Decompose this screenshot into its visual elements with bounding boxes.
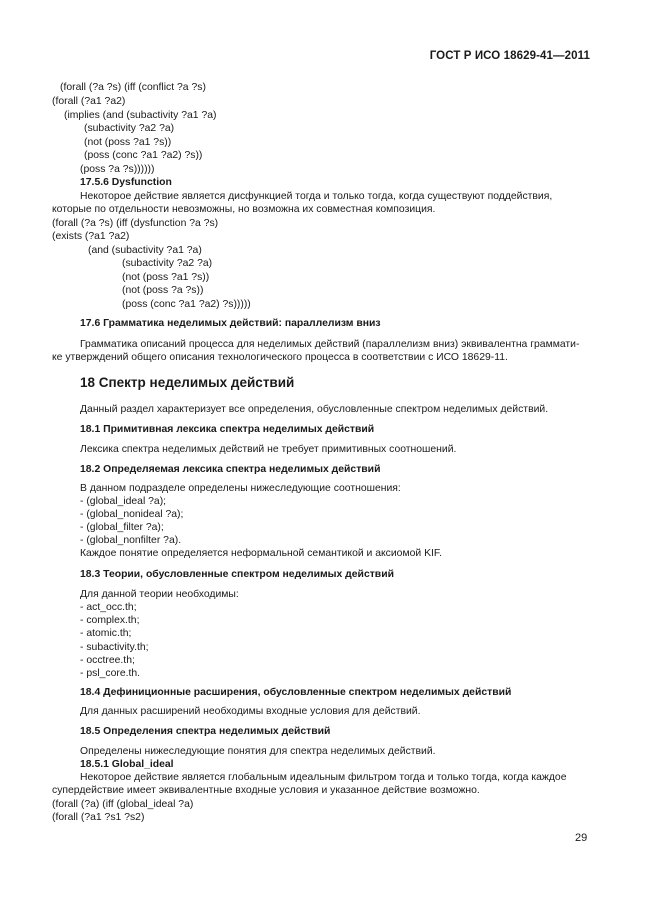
text-line: (not (poss ?a1 ?s)): [122, 272, 210, 283]
text-line: (implies (and (subactivity ?a1 ?a): [64, 110, 217, 121]
section-heading: 18.3 Теории, обусловленные спектром неделимых действий: [80, 569, 394, 580]
text-line: - psl_core.th.: [80, 668, 141, 679]
text-line: (poss ?a ?s)))))): [80, 164, 155, 175]
text-line: Некоторое действие является дисфункцией тогда и только тогда, когда существуют поддействия,: [80, 191, 553, 202]
text-line: Лексика спектра неделимых действий не требует примитивных соотношений.: [80, 444, 457, 455]
section-heading: 18.1 Примитивная лексика спектра неделимых действий: [80, 424, 375, 435]
text-line: - occtree.th;: [80, 655, 135, 666]
text-line: (forall (?a ?s) (iff (dysfunction ?a ?s): [52, 218, 219, 229]
text-line: (exists (?a1 ?a2): [52, 231, 130, 242]
text-line: которые по отдельности невозможны, но возможна их совместная композиция.: [52, 204, 436, 215]
text-line: (poss (conc ?a1 ?a2) ?s)): [84, 150, 203, 161]
text-line: (subactivity ?a2 ?a): [122, 258, 213, 269]
text-line: (not (poss ?a1 ?s)): [84, 137, 172, 148]
text-line: (and (subactivity ?a1 ?a): [88, 245, 202, 256]
text-line: (subactivity ?a2 ?a): [84, 123, 175, 134]
text-line: (forall (?a1 ?s1 ?s2): [52, 812, 145, 823]
page-number: 29: [575, 832, 588, 844]
text-line: Некоторое действие является глобальным идеальным фильтром тогда и только тогда, когда каждое: [80, 772, 567, 783]
text-line: - complex.th;: [80, 615, 140, 626]
text-line: - act_occ.th;: [80, 602, 137, 613]
section-heading: 18 Спектр неделимых действий: [80, 375, 295, 390]
text-line: (forall (?a1 ?a2): [52, 96, 126, 107]
text-line: Грамматика описаний процесса для неделимых действий (параллелизм вниз) эквивалентна граммати-: [80, 339, 580, 350]
text-line: - subactivity.th;: [80, 642, 149, 653]
text-line: - atomic.th;: [80, 628, 132, 639]
text-line: (forall (?a ?s) (iff (conflict ?a ?s): [60, 82, 206, 93]
standard-header: ГОСТ Р ИСО 18629-41—2011: [429, 50, 590, 62]
text-line: (poss (conc ?a1 ?a2) ?s))))): [122, 299, 251, 310]
section-heading: 18.5 Определения спектра неделимых действий: [80, 726, 331, 737]
text-line: (forall (?a) (iff (global_ideal ?a): [52, 799, 194, 810]
text-line: супердействие имеет эквивалентные входные условия и указанное действие возможно.: [52, 785, 480, 796]
text-line: - (global_filter ?a);: [80, 522, 164, 533]
text-line: - (global_nonfilter ?a).: [80, 535, 182, 546]
section-heading: 17.6 Грамматика неделимых действий: параллелизм вниз: [80, 318, 381, 329]
text-line: (not (poss ?a ?s)): [122, 285, 204, 296]
section-heading: 18.2 Определяемая лексика спектра неделимых действий: [80, 464, 381, 475]
section-heading: 18.4 Дефиниционные расширения, обусловленные спектром неделимых действий: [80, 687, 512, 698]
text-line: Для данной теории необходимы:: [80, 589, 239, 600]
section-heading: 18.5.1 Global_ideal: [80, 759, 174, 770]
text-line: Данный раздел характеризует все определения, обусловленные спектром неделимых действий.: [80, 404, 549, 415]
text-line: ке утверждений общего описания технологического процесса в соответствии с ИСО 18629-11.: [52, 352, 508, 363]
text-line: В данном подразделе определены нижеследующие соотношения:: [80, 483, 401, 494]
text-line: Каждое понятие определяется неформальной семантикой и аксиомой KIF.: [80, 548, 442, 559]
text-line: Определены нижеследующие понятия для спектра неделимых действий.: [80, 746, 436, 757]
text-line: - (global_ideal ?a);: [80, 496, 167, 507]
section-heading: 17.5.6 Dysfunction: [80, 177, 172, 188]
text-line: - (global_nonideal ?a);: [80, 509, 184, 520]
text-line: Для данных расширений необходимы входные условия для действий.: [80, 706, 421, 717]
